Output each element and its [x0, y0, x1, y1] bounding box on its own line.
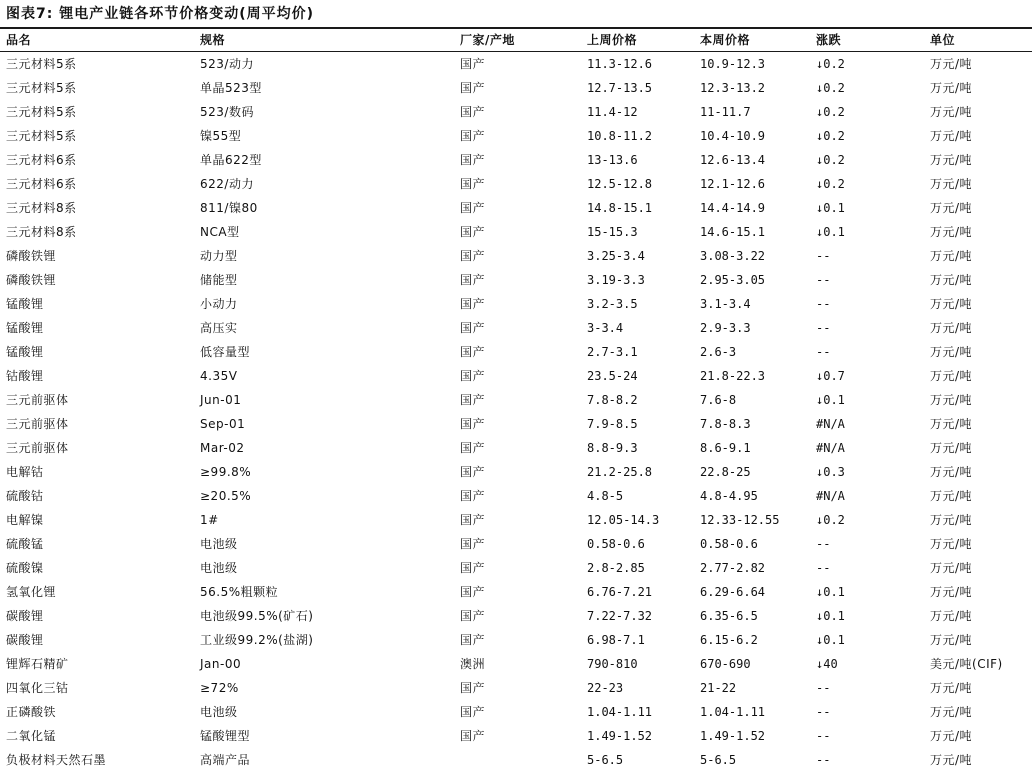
table-row: [0, 724, 1032, 748]
table-row: [0, 244, 1032, 268]
cell-unit: 万元/吨: [930, 105, 973, 119]
cell-last-week-price: 12.7-13.5: [587, 81, 653, 95]
cell-last-week-price: 11.4-12: [587, 105, 638, 119]
cell-unit: 万元/吨: [930, 513, 973, 527]
cell-spec: 低容量型: [200, 345, 251, 359]
table-row: [0, 220, 1032, 244]
cell-origin: 国产: [460, 537, 486, 551]
table-row: [0, 100, 1032, 124]
cell-product-name: 三元材料8系: [6, 201, 77, 215]
table-row: [0, 196, 1032, 220]
cell-origin: 国产: [460, 393, 486, 407]
cell-last-week-price: 790-810: [587, 657, 638, 671]
cell-last-week-price: 3.19-3.3: [587, 273, 645, 287]
cell-origin: 国产: [460, 297, 486, 311]
cell-last-week-price: 3.2-3.5: [587, 297, 638, 311]
cell-spec: 储能型: [200, 273, 238, 287]
cell-this-week-price: 8.6-9.1: [700, 441, 751, 455]
cell-last-week-price: 3.25-3.4: [587, 249, 645, 263]
table-row: [0, 652, 1032, 676]
cell-change: ↓0.1: [816, 393, 845, 407]
cell-origin: 国产: [460, 105, 486, 119]
cell-unit: 万元/吨: [930, 345, 973, 359]
cell-this-week-price: 5-6.5: [700, 753, 737, 767]
table-row: [0, 460, 1032, 484]
cell-last-week-price: 10.8-11.2: [587, 129, 653, 143]
table-row: [0, 172, 1032, 196]
cell-spec: 电池级: [200, 537, 238, 551]
cell-unit: 万元/吨: [930, 417, 973, 431]
cell-product-name: 四氧化三钴: [6, 681, 69, 695]
cell-unit: 万元/吨: [930, 753, 973, 767]
table-row: [0, 676, 1032, 700]
cell-origin: 国产: [460, 273, 486, 287]
cell-last-week-price: 7.22-7.32: [587, 609, 653, 623]
cell-change: ↓0.2: [816, 105, 845, 119]
cell-unit: 美元/吨(CIF): [930, 657, 1003, 671]
cell-spec: 523/动力: [200, 57, 254, 71]
cell-unit: 万元/吨: [930, 393, 973, 407]
cell-change: #N/A: [816, 417, 845, 431]
cell-change: ↓0.1: [816, 585, 845, 599]
cell-spec: ≥20.5%: [200, 489, 252, 503]
header-product-name: 品名: [6, 33, 32, 47]
cell-spec: 622/动力: [200, 177, 254, 191]
cell-last-week-price: 6.98-7.1: [587, 633, 645, 647]
header-origin: 厂家/产地: [460, 33, 515, 47]
table-header: [0, 29, 1032, 51]
cell-product-name: 磷酸铁锂: [6, 273, 57, 287]
cell-change: ↓0.2: [816, 129, 845, 143]
cell-origin: 国产: [460, 729, 486, 743]
cell-spec: 单晶622型: [200, 153, 262, 167]
cell-origin: 国产: [460, 345, 486, 359]
cell-change: --: [816, 561, 831, 575]
cell-this-week-price: 7.8-8.3: [700, 417, 751, 431]
table-row: [0, 364, 1032, 388]
table-row: [0, 76, 1032, 100]
cell-origin: 国产: [460, 561, 486, 575]
cell-origin: 国产: [460, 513, 486, 527]
cell-unit: 万元/吨: [930, 585, 973, 599]
cell-unit: 万元/吨: [930, 81, 973, 95]
cell-spec: Jan-00: [200, 657, 242, 671]
cell-last-week-price: 2.7-3.1: [587, 345, 638, 359]
header-change: 涨跌: [816, 33, 842, 47]
cell-spec: 高压实: [200, 321, 238, 335]
cell-this-week-price: 4.8-4.95: [700, 489, 758, 503]
cell-unit: 万元/吨: [930, 489, 973, 503]
cell-origin: 澳洲: [460, 657, 486, 671]
cell-last-week-price: 3-3.4: [587, 321, 624, 335]
cell-spec: 锰酸锂型: [200, 729, 251, 743]
cell-last-week-price: 23.5-24: [587, 369, 638, 383]
cell-last-week-price: 12.05-14.3: [587, 513, 660, 527]
cell-spec: Jun-01: [200, 393, 242, 407]
cell-spec: 电池级: [200, 705, 238, 719]
cell-product-name: 锂辉石精矿: [6, 657, 69, 671]
cell-origin: 国产: [460, 57, 486, 71]
cell-product-name: 三元材料5系: [6, 57, 77, 71]
cell-change: --: [816, 321, 831, 335]
cell-this-week-price: 14.6-15.1: [700, 225, 766, 239]
cell-product-name: 碳酸锂: [6, 609, 44, 623]
cell-last-week-price: 0.58-0.6: [587, 537, 645, 551]
cell-origin: 国产: [460, 681, 486, 695]
cell-product-name: 正磷酸铁: [6, 705, 57, 719]
cell-product-name: 硫酸镍: [6, 561, 44, 575]
cell-spec: ≥99.8%: [200, 465, 252, 479]
cell-last-week-price: 5-6.5: [587, 753, 624, 767]
table-row: [0, 508, 1032, 532]
cell-spec: 高端产品: [200, 753, 251, 767]
cell-unit: 万元/吨: [930, 249, 973, 263]
cell-change: ↓0.3: [816, 465, 845, 479]
cell-change: ↓0.1: [816, 633, 845, 647]
cell-unit: 万元/吨: [930, 273, 973, 287]
cell-this-week-price: 0.58-0.6: [700, 537, 758, 551]
cell-origin: 国产: [460, 441, 486, 455]
table-row: [0, 484, 1032, 508]
cell-unit: 万元/吨: [930, 321, 973, 335]
cell-spec: 4.35V: [200, 369, 238, 383]
cell-change: ↓0.1: [816, 609, 845, 623]
cell-spec: Sep-01: [200, 417, 246, 431]
cell-change: ↓0.2: [816, 177, 845, 191]
table-row: [0, 556, 1032, 580]
header-this-week-price: 本周价格: [700, 33, 751, 47]
cell-product-name: 钴酸锂: [6, 369, 44, 383]
cell-product-name: 二氧化锰: [6, 729, 57, 743]
cell-spec: 镍55型: [200, 129, 242, 143]
cell-unit: 万元/吨: [930, 729, 973, 743]
cell-change: ↓0.7: [816, 369, 845, 383]
cell-origin: 国产: [460, 249, 486, 263]
cell-change: --: [816, 345, 831, 359]
cell-change: --: [816, 753, 831, 767]
cell-last-week-price: 15-15.3: [587, 225, 638, 239]
header-spec: 规格: [200, 33, 226, 47]
cell-product-name: 锰酸锂: [6, 321, 44, 335]
cell-spec: 523/数码: [200, 105, 254, 119]
cell-unit: 万元/吨: [930, 609, 973, 623]
cell-unit: 万元/吨: [930, 297, 973, 311]
cell-spec: 单晶523型: [200, 81, 262, 95]
cell-product-name: 电解钴: [6, 465, 44, 479]
table-title: 图表7: 锂电产业链各环节价格变动(周平均价): [6, 6, 315, 22]
cell-unit: 万元/吨: [930, 201, 973, 215]
cell-last-week-price: 4.8-5: [587, 489, 624, 503]
cell-this-week-price: 14.4-14.9: [700, 201, 766, 215]
cell-product-name: 氢氧化锂: [6, 585, 57, 599]
cell-product-name: 碳酸锂: [6, 633, 44, 647]
cell-origin: 国产: [460, 633, 486, 647]
header-unit: 单位: [930, 33, 956, 47]
table-row: [0, 748, 1032, 772]
cell-this-week-price: 12.6-13.4: [700, 153, 766, 167]
cell-product-name: 电解镍: [6, 513, 44, 527]
cell-spec: Mar-02: [200, 441, 245, 455]
cell-origin: 国产: [460, 609, 486, 623]
cell-product-name: 三元材料5系: [6, 129, 77, 143]
cell-this-week-price: 2.95-3.05: [700, 273, 766, 287]
cell-product-name: 三元材料6系: [6, 177, 77, 191]
table-row: [0, 148, 1032, 172]
cell-change: #N/A: [816, 441, 845, 455]
cell-change: ↓0.2: [816, 153, 845, 167]
cell-this-week-price: 21.8-22.3: [700, 369, 766, 383]
cell-origin: 国产: [460, 585, 486, 599]
cell-spec: NCA型: [200, 225, 240, 239]
cell-last-week-price: 1.49-1.52: [587, 729, 653, 743]
table-row: [0, 532, 1032, 556]
cell-origin: 国产: [460, 129, 486, 143]
cell-change: --: [816, 537, 831, 551]
cell-this-week-price: 6.35-6.5: [700, 609, 758, 623]
cell-origin: 国产: [460, 705, 486, 719]
cell-spec: 小动力: [200, 297, 238, 311]
cell-spec: ≥72%: [200, 681, 239, 695]
cell-origin: 国产: [460, 321, 486, 335]
cell-spec: 1#: [200, 513, 219, 527]
cell-unit: 万元/吨: [930, 561, 973, 575]
cell-product-name: 三元材料5系: [6, 81, 77, 95]
cell-unit: 万元/吨: [930, 225, 973, 239]
cell-change: ↓0.2: [816, 513, 845, 527]
cell-change: --: [816, 273, 831, 287]
cell-last-week-price: 12.5-12.8: [587, 177, 653, 191]
table-row: [0, 124, 1032, 148]
cell-origin: 国产: [460, 489, 486, 503]
cell-unit: 万元/吨: [930, 129, 973, 143]
cell-unit: 万元/吨: [930, 681, 973, 695]
cell-unit: 万元/吨: [930, 465, 973, 479]
cell-spec: 工业级99.2%(盐湖): [200, 633, 314, 647]
cell-change: --: [816, 681, 831, 695]
cell-last-week-price: 7.9-8.5: [587, 417, 638, 431]
cell-product-name: 三元材料5系: [6, 105, 77, 119]
table-row: [0, 340, 1032, 364]
cell-this-week-price: 2.6-3: [700, 345, 737, 359]
cell-product-name: 硫酸钴: [6, 489, 44, 503]
cell-this-week-price: 6.15-6.2: [700, 633, 758, 647]
table-row: [0, 580, 1032, 604]
cell-change: ↓0.2: [816, 81, 845, 95]
cell-change: ↓0.1: [816, 201, 845, 215]
cell-origin: 国产: [460, 369, 486, 383]
cell-change: --: [816, 705, 831, 719]
cell-spec: 电池级99.5%(矿石): [200, 609, 314, 623]
cell-this-week-price: 10.9-12.3: [700, 57, 766, 71]
cell-this-week-price: 3.08-3.22: [700, 249, 766, 263]
cell-change: --: [816, 249, 831, 263]
cell-product-name: 三元材料6系: [6, 153, 77, 167]
cell-spec: 56.5%粗颗粒: [200, 585, 279, 599]
cell-this-week-price: 12.3-13.2: [700, 81, 766, 95]
cell-this-week-price: 7.6-8: [700, 393, 737, 407]
cell-this-week-price: 11-11.7: [700, 105, 751, 119]
cell-unit: 万元/吨: [930, 441, 973, 455]
cell-this-week-price: 12.33-12.55: [700, 513, 780, 527]
cell-origin: 国产: [460, 465, 486, 479]
cell-product-name: 负极材料天然石墨: [6, 753, 107, 767]
cell-product-name: 硫酸锰: [6, 537, 44, 551]
cell-this-week-price: 22.8-25: [700, 465, 751, 479]
table-row: [0, 436, 1032, 460]
cell-product-name: 三元前驱体: [6, 417, 69, 431]
cell-spec: 动力型: [200, 249, 238, 263]
table-body: [0, 52, 1032, 772]
cell-product-name: 锰酸锂: [6, 345, 44, 359]
cell-spec: 电池级: [200, 561, 238, 575]
cell-change: ↓0.2: [816, 57, 845, 71]
cell-last-week-price: 6.76-7.21: [587, 585, 653, 599]
cell-change: ↓40: [816, 657, 838, 671]
table-row: [0, 268, 1032, 292]
cell-origin: 国产: [460, 153, 486, 167]
cell-origin: 国产: [460, 177, 486, 191]
cell-unit: 万元/吨: [930, 369, 973, 383]
cell-unit: 万元/吨: [930, 537, 973, 551]
cell-this-week-price: 1.49-1.52: [700, 729, 766, 743]
cell-this-week-price: 2.9-3.3: [700, 321, 751, 335]
cell-change: --: [816, 729, 831, 743]
cell-this-week-price: 6.29-6.64: [700, 585, 766, 599]
cell-last-week-price: 13-13.6: [587, 153, 638, 167]
cell-product-name: 三元前驱体: [6, 393, 69, 407]
cell-product-name: 三元前驱体: [6, 441, 69, 455]
cell-last-week-price: 14.8-15.1: [587, 201, 653, 215]
cell-this-week-price: 3.1-3.4: [700, 297, 751, 311]
table-row: [0, 316, 1032, 340]
cell-spec: 811/镍80: [200, 201, 258, 215]
header-last-week-price: 上周价格: [587, 33, 638, 47]
cell-last-week-price: 22-23: [587, 681, 624, 695]
cell-product-name: 三元材料8系: [6, 225, 77, 239]
cell-origin: 国产: [460, 417, 486, 431]
cell-this-week-price: 2.77-2.82: [700, 561, 766, 575]
table-row: [0, 292, 1032, 316]
cell-unit: 万元/吨: [930, 153, 973, 167]
cell-product-name: 锰酸锂: [6, 297, 44, 311]
cell-change: #N/A: [816, 489, 845, 503]
table-row: [0, 628, 1032, 652]
cell-product-name: 磷酸铁锂: [6, 249, 57, 263]
cell-unit: 万元/吨: [930, 177, 973, 191]
cell-last-week-price: 11.3-12.6: [587, 57, 653, 71]
cell-origin: 国产: [460, 225, 486, 239]
table-row: [0, 700, 1032, 724]
cell-last-week-price: 21.2-25.8: [587, 465, 653, 479]
cell-unit: 万元/吨: [930, 705, 973, 719]
cell-change: ↓0.1: [816, 225, 845, 239]
cell-change: --: [816, 297, 831, 311]
table-row: [0, 52, 1032, 76]
cell-this-week-price: 670-690: [700, 657, 751, 671]
cell-last-week-price: 8.8-9.3: [587, 441, 638, 455]
cell-origin: 国产: [460, 81, 486, 95]
table-row: [0, 388, 1032, 412]
cell-this-week-price: 10.4-10.9: [700, 129, 766, 143]
cell-last-week-price: 7.8-8.2: [587, 393, 638, 407]
table-row: [0, 604, 1032, 628]
cell-unit: 万元/吨: [930, 57, 973, 71]
cell-this-week-price: 21-22: [700, 681, 737, 695]
cell-origin: 国产: [460, 201, 486, 215]
cell-last-week-price: 1.04-1.11: [587, 705, 653, 719]
cell-last-week-price: 2.8-2.85: [587, 561, 645, 575]
cell-unit: 万元/吨: [930, 633, 973, 647]
cell-this-week-price: 12.1-12.6: [700, 177, 766, 191]
table-row: [0, 412, 1032, 436]
cell-this-week-price: 1.04-1.11: [700, 705, 766, 719]
